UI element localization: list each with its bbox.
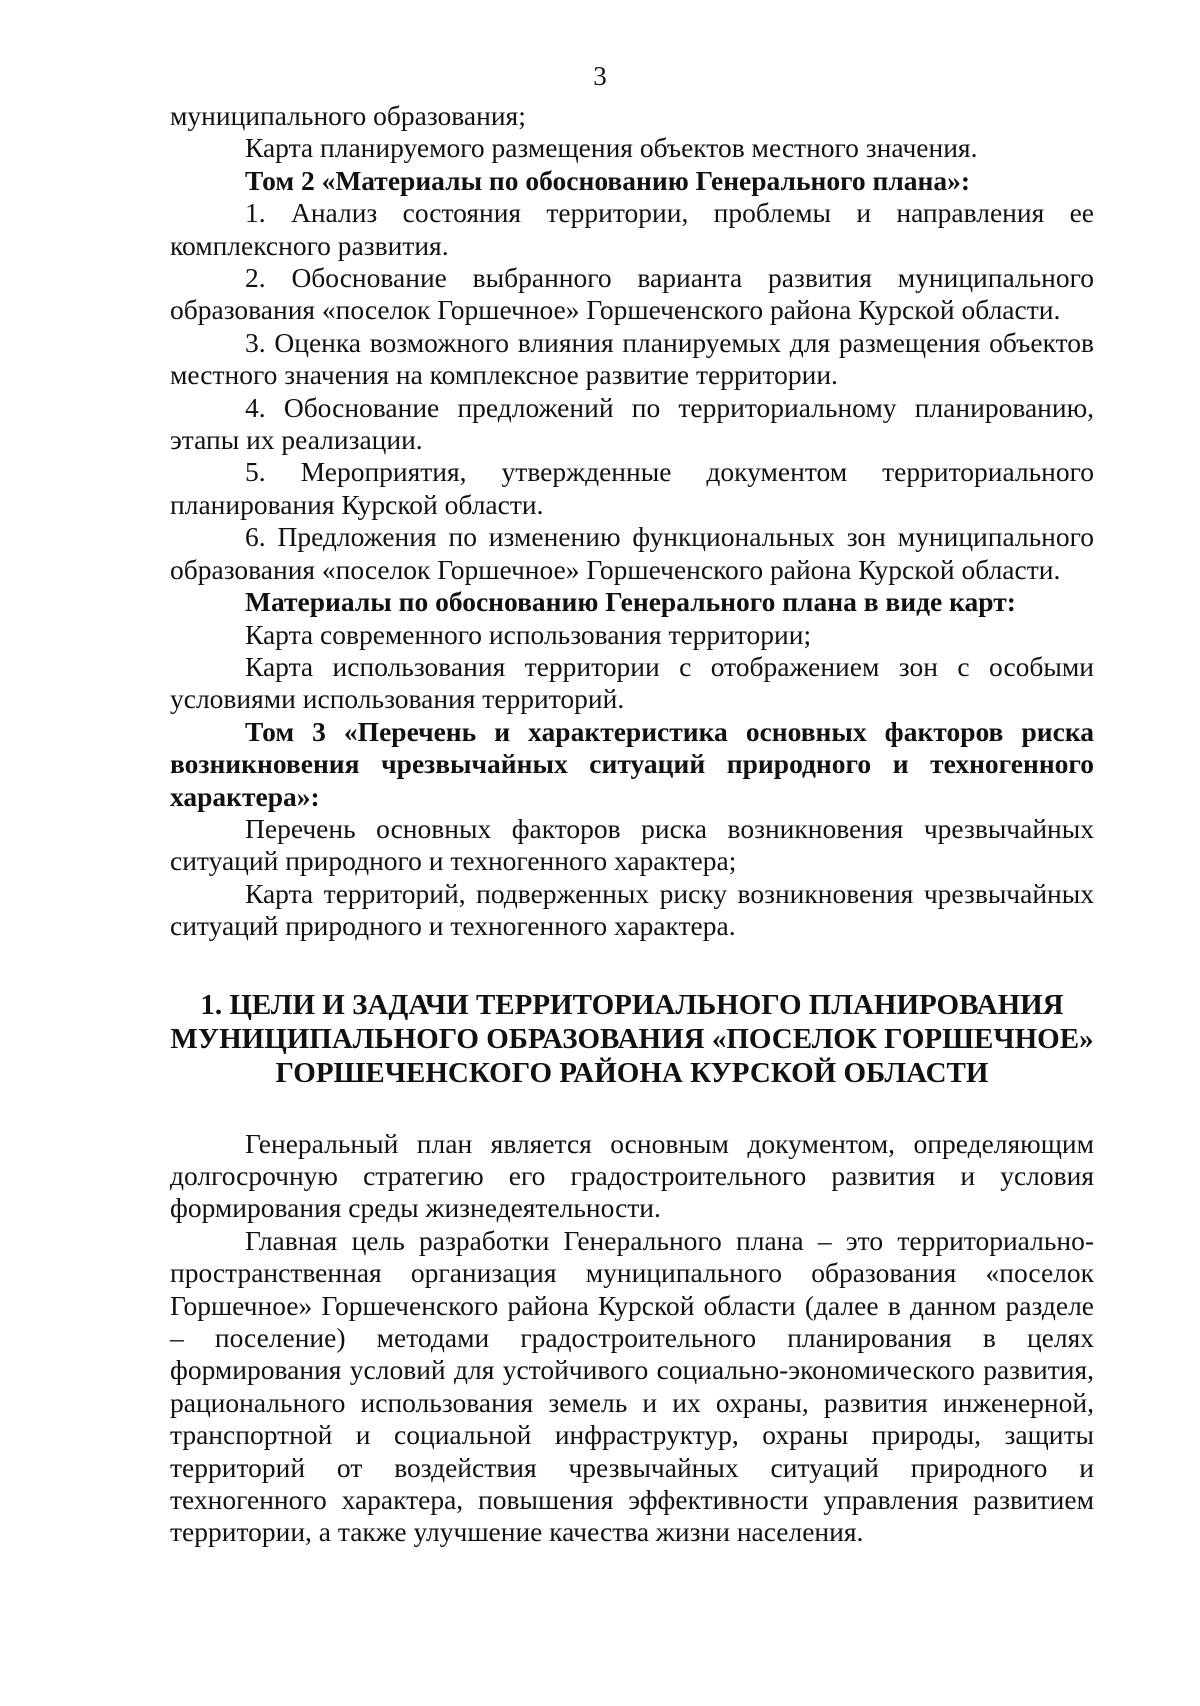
document-body [170,100,1094,1549]
paragraph: муниципального образования; [170,100,526,131]
paragraph: Главная цель разработки Генерального плана – это территориально-пространственная организация муниципального образования «поселок Горшечное» Горшеченского района Курской области (далее в данном разделе – поселение) методами градостроительного планирования в целях формирования условий для устойчивого социально-экономического развития, рационального использования земель и их охраны, развития инженерной, транспортной и социальной инфраструктур, охраны природы, защиты территорий от воздействия чрезвычайных ситуаций природного и техногенного характера, повышения эффективности управления развитием территории, а также улучшение качества жизни населения. [170,1224,1094,1548]
section-heading-line: МУНИЦИПАЛЬНОГО ОБРАЗОВАНИЯ «ПОСЕЛОК ГОРШЕЧНОЕ» [170,1022,1094,1055]
paragraphs-top [170,100,1094,943]
paragraph: Карта современного использования территории; [245,618,812,650]
paragraph: 5. Мероприятия, утвержденные документом территориального планирования Курской области. [170,456,1094,520]
paragraph: Том 2 «Материалы по обоснованию Генерального плана»: [245,164,971,196]
paragraph: Карта использования территории с отображением зон с особыми условиями использования территорий. [170,650,1094,715]
paragraph: Генеральный план является основным документом, определяющим долгосрочную стратегию его градостроительного развития и условия формирования среды жизнедеятельности. [170,1127,1094,1224]
section-heading [170,988,1094,1090]
section-heading-line: 1. ЦЕЛИ И ЗАДАЧИ ТЕРРИТОРИАЛЬНОГО ПЛАНИРОВАНИЯ [200,988,1064,1021]
paragraph: Карта территорий, подверженных риску возникновения чрезвычайных ситуаций природного и техногенного характера. [170,877,1094,942]
paragraph: 3. Оценка возможного влияния планируемых для размещения объектов местного значения на комплексное развитие территории. [170,326,1094,391]
section-heading-line: ГОРШЕЧЕНСКОГО РАЙОНА КУРСКОЙ ОБЛАСТИ [275,1056,989,1089]
paragraphs-bottom [170,1128,1094,1549]
paragraph: Том 3 «Перечень и характеристика основных факторов риска возникновения чрезвычайных ситуаций природного и техногенного характера»: [170,715,1094,812]
paragraph: Карта планируемого размещения объектов местного значения. [245,132,978,164]
paragraph: Материалы по обоснованию Генерального плана в виде карт: [245,586,1016,618]
paragraph: 6. Предложения по изменению функциональных зон муниципального образования «поселок Горшечное» Горшеченского района Курской области. [170,521,1094,585]
paragraph: Перечень основных факторов риска возникновения чрезвычайных ситуаций природного и техногенного характера; [170,812,1094,877]
paragraph: 4. Обоснование предложений по территориальному планированию, этапы их реализации. [170,391,1094,456]
paragraph: 1. Анализ состояния территории, проблемы и направления ее комплексного развития. [170,197,1094,261]
page-number: 3 [593,61,607,91]
paragraph: 2. Обоснование выбранного варианта развития муниципального образования «поселок Горшечное» Горшеченского района Курской области. [170,262,1094,326]
